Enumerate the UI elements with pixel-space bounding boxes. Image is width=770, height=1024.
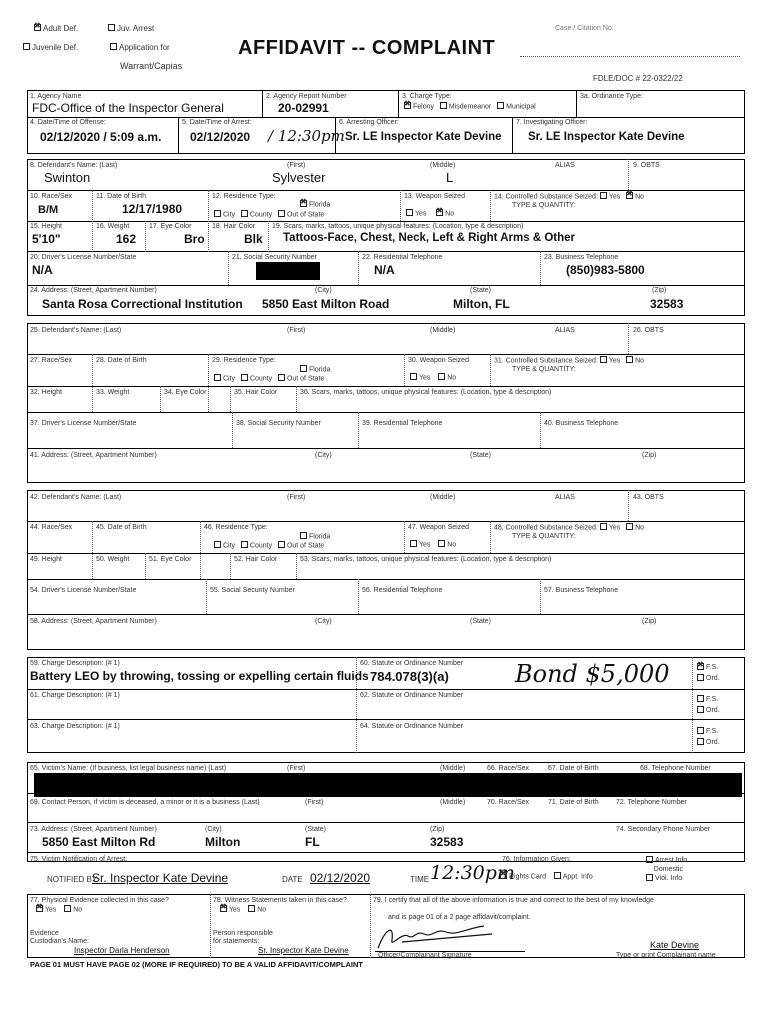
victim-name-label: 65. Victim's Name: (If business, list legal business name) (Last) <box>30 765 227 772</box>
d1-name-label: 8. Defendant's Name: (Last) <box>30 162 118 169</box>
statute2-label: 62. Statute or Ordinance Number <box>360 692 464 699</box>
d2-height-label: 32. Height <box>30 389 62 396</box>
d3-scars-label: 53. Scars, marks, tattoos, unique physical features: (Location, type & description) <box>300 556 552 563</box>
d1-scars-label: 19. Scars, marks, tattoos, unique physical features: (Location, type & description) <box>272 223 524 230</box>
d1-first-name: Sylvester <box>272 170 326 185</box>
custodian-name: Inspector Darla Henderson <box>74 946 170 955</box>
witness-options: ✖Yes No <box>220 906 266 914</box>
d1-race-label: 10. Race/Sex <box>30 193 73 200</box>
d3-type-quantity: TYPE & QUANTITY: <box>512 533 576 540</box>
d2-eye-label: 34. Eye Color <box>164 389 207 396</box>
checkbox-icon[interactable] <box>248 905 255 912</box>
d1-first-label: (First) <box>287 162 306 169</box>
victim-redacted <box>34 773 742 797</box>
notification-time-handwritten: 12:30pm <box>430 862 515 884</box>
d2-scars-label: 36. Scars, marks, tattoos, unique physical features: (Location, type & description) <box>300 389 552 396</box>
d3-address-label: 58. Address: (Street, Apartment Number) <box>30 618 157 625</box>
checkbox-icon[interactable] <box>278 374 285 381</box>
d3-weight-label: 50. Weight <box>96 556 130 563</box>
d2-weight-label: 33. Weight <box>96 389 130 396</box>
d1-type-quantity: TYPE & QUANTITY: <box>512 202 576 209</box>
person-responsible-name: Sr. Inspector Kate Devine <box>258 946 349 955</box>
charge2-label: 61. Charge Description: (# 1) <box>30 692 120 699</box>
contact-first-label: (First) <box>305 799 324 806</box>
d1-city-label: (City) <box>315 287 332 294</box>
investigating-officer: Sr. LE Inspector Kate Devine <box>528 131 685 143</box>
d2-name-label: 25. Defendant's Name: (Last) <box>30 327 122 334</box>
d2-first-label: (First) <box>287 327 306 334</box>
ordinance-type-label: 3a. Ordinance Type: <box>580 93 643 100</box>
evidence-label: 77. Physical Evidence collected in this case? <box>30 897 169 904</box>
report-number-label: 2. Agency Report Number <box>266 93 347 100</box>
d1-controlled-label: 14. Controlled Substance Seized: Yes ✖ No <box>494 193 644 201</box>
contact-label: 69. Contact Person, if victim is deceased, a minor or it is a business (Last) <box>30 799 260 806</box>
checkbox-icon[interactable] <box>36 905 43 912</box>
person-responsible-label: Person responsible for statements: <box>213 930 273 945</box>
victim-address: 5850 East Milton Rd <box>42 835 156 849</box>
statute1-number: 784.078(3)(a) <box>370 669 449 684</box>
checkbox-icon[interactable] <box>410 540 417 547</box>
d3-race-label: 44. Race/Sex <box>30 524 73 531</box>
victim-first-label: (First) <box>287 765 306 772</box>
d1-residence-options: City County Out of State <box>214 211 324 219</box>
d1-zip-label: (Zip) <box>652 287 667 294</box>
info-given-options-right: Arrest Info Domestic Viol. Info <box>646 856 687 883</box>
printed-name: Kate Devine <box>650 940 700 950</box>
checkbox-icon[interactable] <box>64 905 71 912</box>
checkbox-icon[interactable] <box>241 374 248 381</box>
checkbox-icon[interactable] <box>404 102 411 109</box>
d1-weight: 162 <box>116 232 137 246</box>
checkbox-icon[interactable] <box>697 727 704 734</box>
printed-name-label: Type or print Complainant name <box>616 952 716 959</box>
d1-state: Milton, FL <box>453 297 510 311</box>
d1-dl-label: 20. Driver's License Number/State <box>30 254 137 261</box>
checkbox-icon[interactable] <box>300 200 307 207</box>
d3-residence-florida: Florida <box>300 533 330 541</box>
checkbox-icon[interactable] <box>554 872 561 879</box>
d2-weapon-label: 30. Weapon Seized <box>408 357 469 364</box>
victim-state: FL <box>305 835 320 849</box>
d1-ssn-label: 21. Social Security Number <box>232 254 317 261</box>
info-given-label: 76. Information Given: <box>502 856 571 863</box>
victim-dob-label: 67. Date of Birth <box>548 765 599 772</box>
contact-middle-label: (Middle) <box>440 799 466 806</box>
victim-middle-label: (Middle) <box>440 765 466 772</box>
d2-race-label: 27. Race/Sex <box>30 357 73 364</box>
checkbox-icon[interactable] <box>697 663 704 670</box>
d1-city: 5850 East Milton Road <box>262 297 390 311</box>
checkbox-icon[interactable] <box>497 102 504 109</box>
statute3-label: 64. Statute or Ordinance Number <box>360 723 464 730</box>
d2-residence-options: City County Out of State <box>214 375 324 383</box>
d3-controlled-label: 48. Controlled Substance Seized: Yes No <box>494 524 645 532</box>
option-application[interactable]: Application for <box>110 44 170 52</box>
checkbox-icon[interactable] <box>241 210 248 217</box>
d3-obts-label: 43. OBTS <box>633 494 664 501</box>
checkbox-icon[interactable] <box>626 356 633 363</box>
d2-hair-label: 35. Hair Color <box>234 389 278 396</box>
d1-obts-label: 9. OBTS <box>633 162 660 169</box>
checkbox-icon[interactable] <box>300 532 307 539</box>
d3-middle-label: (Middle) <box>430 494 456 501</box>
charge1-description: Battery LEO by throwing, tossing or expelling certain fluids <box>30 669 369 683</box>
d3-hair-label: 52. Hair Color <box>234 556 278 563</box>
d3-ssn-label: 55. Social Security Number <box>210 587 295 594</box>
notification-date: 02/12/2020 <box>310 871 371 885</box>
checkbox-icon[interactable] <box>697 695 704 702</box>
d1-eye: Bro <box>184 232 205 246</box>
victim-zip: 32583 <box>430 835 464 849</box>
notification-time-label: TIME <box>410 875 430 884</box>
evidence-options: ✖Yes No <box>36 906 82 914</box>
d1-height-label: 15. Height <box>30 223 62 230</box>
d3-residence-options: City County Out of State <box>214 542 324 550</box>
checkbox-icon[interactable] <box>110 43 117 50</box>
checkbox-icon[interactable] <box>626 523 633 530</box>
page-count-text: and is page 01 of a 2 page affidavit/complaint. <box>388 914 531 921</box>
checkbox-icon[interactable] <box>438 540 445 547</box>
arrest-time-label: 5. Date/Time of Arrest: <box>182 119 252 126</box>
victim-address-label: 73. Address: (Street, Apartment Number) <box>30 826 157 833</box>
checkbox-icon[interactable] <box>646 874 653 881</box>
victim-zip-label: (Zip) <box>430 826 445 833</box>
d3-weapon-label: 47. Weapon Seized <box>408 524 469 531</box>
d2-res-phone-label: 39. Residential Telephone <box>362 420 443 427</box>
option-juvenile-def[interactable]: Juvenile Def. <box>23 44 78 52</box>
d2-middle-label: (Middle) <box>430 327 456 334</box>
d2-bus-phone-label: 40. Business Telephone <box>544 420 619 427</box>
d2-dob-label: 28. Date of Birth <box>96 357 147 364</box>
d3-bus-phone-label: 57. Business Telephone <box>544 587 619 594</box>
charge1-fs-options: ✖ F.S. Ord. <box>697 662 720 684</box>
d2-residence-florida: Florida <box>300 366 330 374</box>
d1-bus-phone-label: 23. Business Telephone <box>544 254 619 261</box>
checkbox-icon[interactable] <box>278 210 285 217</box>
charge-type-label: 3. Charge Type: <box>402 93 452 100</box>
d2-address-label: 41. Address: (Street, Apartment Number) <box>30 452 157 459</box>
d1-eye-label: 17. Eye Color <box>149 223 192 230</box>
statute1-label: 60. Statute or Ordinance Number <box>360 660 464 667</box>
checkbox-icon[interactable] <box>600 192 607 199</box>
checkbox-icon[interactable] <box>34 24 41 31</box>
agency-name-label: 1. Agency Name <box>30 93 82 100</box>
d3-eye-label: 51. Eye Color <box>149 556 192 563</box>
d1-res-phone: N/A <box>374 263 395 277</box>
d3-dl-label: 54. Driver's License Number/State <box>30 587 137 594</box>
d2-ssn-label: 38. Social Security Number <box>236 420 321 427</box>
checkbox-icon[interactable] <box>278 541 285 548</box>
d2-residence-label: 29. Residence Type: <box>212 357 276 364</box>
charge-type-options: ✖Felony Misdemeanor Municipal <box>404 103 536 111</box>
victim-race-label: 66. Race/Sex <box>487 765 530 772</box>
victim-secondary-phone-label: 74. Secondary Phone Number <box>616 826 711 833</box>
checkbox-icon[interactable] <box>436 209 443 216</box>
checkbox-icon[interactable] <box>410 373 417 380</box>
certify-label: 79. I certify that all of the above information is true and correct to the best of my knowledge <box>373 897 654 904</box>
d3-name-label: 42. Defendant's Name: (Last) <box>30 494 122 501</box>
offense-time: 02/12/2020 / 5:09 a.m. <box>40 130 162 144</box>
d1-res-phone-label: 22. Residential Telephone <box>362 254 443 261</box>
arrest-time-handwritten: / 12:30pm <box>268 127 345 145</box>
custodian-label: Evidence Custodian's Name: <box>30 930 89 945</box>
checkbox-icon[interactable] <box>646 856 653 863</box>
d2-controlled-label: 31. Controlled Substance Seized: Yes No <box>494 357 645 365</box>
option-adult-def[interactable]: ✖Adult Def. <box>34 25 78 33</box>
d1-zip: 32583 <box>650 297 684 311</box>
arrest-date: 02/12/2020 <box>190 130 251 144</box>
d1-alias-label: ALIAS <box>555 162 575 169</box>
witness-label: 78. Witness Statements taken in this case? <box>213 897 347 904</box>
d1-dl: N/A <box>32 263 53 277</box>
case-number-label: Case / Citation No. <box>555 25 614 32</box>
checkbox-icon[interactable] <box>241 541 248 548</box>
victim-city-label: (City) <box>205 826 222 833</box>
d1-address-label: 24. Address: (Street, Apartment Number) <box>30 287 157 294</box>
page-title: AFFIDAVIT -- COMPLAINT <box>238 37 496 59</box>
d1-dob-label: 11. Date of Birth <box>96 193 147 200</box>
d1-height: 5'10" <box>32 232 61 246</box>
d3-res-phone-label: 56. Residential Telephone <box>362 587 443 594</box>
d1-weapon-options: Yes ✖ No <box>406 210 454 218</box>
d2-state-label: (State) <box>470 452 492 459</box>
checkbox-icon[interactable] <box>214 541 221 548</box>
checkbox-icon[interactable] <box>600 523 607 530</box>
d1-ssn-redacted <box>256 262 320 280</box>
checkbox-icon[interactable] <box>697 706 704 713</box>
checkbox-icon[interactable] <box>108 24 115 31</box>
d1-last-name: Swinton <box>44 170 91 185</box>
contact-dob-label: 71. Date of Birth <box>548 799 599 806</box>
offense-time-label: 4. Date/Time of Offense: <box>30 119 106 126</box>
checkbox-icon[interactable] <box>440 102 447 109</box>
charge1-label: 59. Charge Description: (# 1) <box>30 660 120 667</box>
d3-height-label: 49. Height <box>30 556 62 563</box>
d1-hair-label: 18. Hair Color <box>212 223 256 230</box>
d2-dl-label: 37. Driver's License Number/State <box>30 420 137 427</box>
charge3-label: 63. Charge Description: (# 1) <box>30 723 120 730</box>
d1-hair: Blk <box>244 232 263 246</box>
charge2-fs-options: F.S. Ord. <box>697 694 720 716</box>
checkbox-icon[interactable] <box>214 210 221 217</box>
checkbox-icon[interactable] <box>220 905 227 912</box>
d3-weapon-options: Yes No <box>410 541 456 549</box>
d2-city-label: (City) <box>315 452 332 459</box>
d2-obts-label: 26. OBTS <box>633 327 664 334</box>
victim-city: Milton <box>205 835 241 849</box>
d3-alias-label: ALIAS <box>555 494 575 501</box>
d1-race: B/M <box>38 204 59 216</box>
bond-handwritten: Bond $5,000 <box>515 660 670 688</box>
agency-name: FDC-Office of the Inspector General <box>32 101 224 115</box>
d1-dob: 12/17/1980 <box>122 202 183 216</box>
d3-dob-label: 45. Date of Birth <box>96 524 147 531</box>
d1-address: Santa Rosa Correctional Institution <box>42 297 243 311</box>
form-number: FDLE/DOC # 22-0322/22 <box>593 74 683 83</box>
d3-residence-label: 46. Residence Type: <box>204 524 268 531</box>
d3-zip-label: (Zip) <box>642 618 657 625</box>
info-given-options: ✖Rights Card Appt. Info <box>500 873 593 881</box>
checkbox-icon[interactable] <box>626 192 633 199</box>
notified-by-label: NOTIFIED BY <box>47 875 98 884</box>
d1-bus-phone: (850)983-5800 <box>566 263 645 277</box>
d3-first-label: (First) <box>287 494 306 501</box>
d1-middle-name: L <box>446 170 454 185</box>
victim-state-label: (State) <box>305 826 327 833</box>
checkbox-icon[interactable] <box>500 872 507 879</box>
checkbox-icon[interactable] <box>23 43 30 50</box>
checkbox-icon[interactable] <box>300 365 307 372</box>
notification-date-label: DATE <box>282 875 303 884</box>
arresting-officer-label: 6. Arresting Officer: <box>339 119 399 126</box>
d1-state-label: (State) <box>470 287 492 294</box>
checkbox-icon[interactable] <box>600 356 607 363</box>
d3-state-label: (State) <box>470 618 492 625</box>
d1-scars: Tattoos-Face, Chest, Neck, Left & Right Arms & Other <box>283 232 576 244</box>
option-juv-arrest[interactable]: Juv. Arrest <box>108 25 154 33</box>
d2-alias-label: ALIAS <box>555 327 575 334</box>
notification-label: 75. Victim Notification of Arrest: <box>30 856 128 863</box>
victim-phone-label: 68. Telephone Number <box>640 765 711 772</box>
checkbox-icon[interactable] <box>697 674 704 681</box>
signature-label: Officer/Complainant Signature <box>378 952 472 959</box>
contact-phone-label: 72. Telephone Number <box>616 799 687 806</box>
checkbox-icon[interactable] <box>406 209 413 216</box>
charge3-fs-options: F.S. Ord. <box>697 726 720 748</box>
investigating-officer-label: 7. Investigating Officer: <box>516 119 588 126</box>
notified-by: Sr. Inspector Kate Devine <box>92 871 229 885</box>
page-note: PAGE 01 MUST HAVE PAGE 02 (MORE IF REQUIRED) TO BE A VALID AFFIDAVIT/COMPLAINT <box>30 960 363 969</box>
contact-race-label: 70. Race/Sex <box>487 799 530 806</box>
d2-type-quantity: TYPE & QUANTITY: <box>512 366 576 373</box>
complainant-signature <box>372 918 512 952</box>
report-number: 20-02991 <box>278 101 329 115</box>
checkbox-icon[interactable] <box>438 373 445 380</box>
d2-weapon-options: Yes No <box>410 374 456 382</box>
d1-residence-florida: ✖Florida <box>300 201 330 209</box>
d1-weight-label: 16. Weight <box>96 223 130 230</box>
d3-city-label: (City) <box>315 618 332 625</box>
d2-zip-label: (Zip) <box>642 452 657 459</box>
arresting-officer: Sr. LE Inspector Kate Devine <box>345 131 502 143</box>
checkbox-icon[interactable] <box>697 738 704 745</box>
checkbox-icon[interactable] <box>214 374 221 381</box>
d1-residence-label: 12. Residence Type: <box>212 193 276 200</box>
d1-middle-label: (Middle) <box>430 162 456 169</box>
d1-weapon-label: 13. Weapon Seized <box>404 193 465 200</box>
warrant-capias-label: Warrant/Capias <box>120 61 183 71</box>
